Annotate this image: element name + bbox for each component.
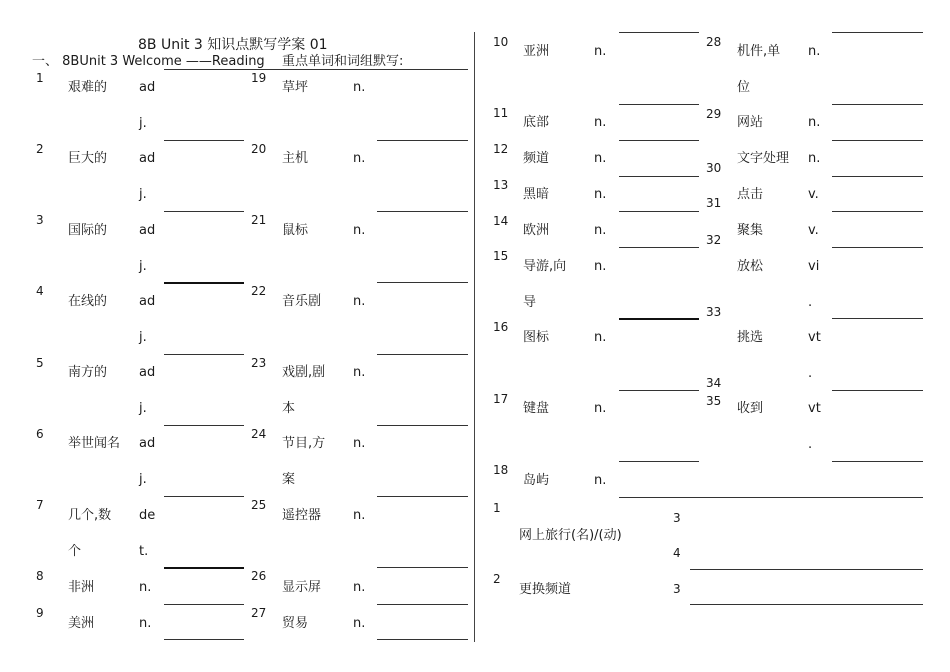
item-pos-cont: . xyxy=(808,437,813,452)
item-chinese: 几个,数 xyxy=(68,508,112,523)
answer-blank[interactable] xyxy=(832,318,923,319)
item-number: 28 xyxy=(706,35,722,49)
answer-blank[interactable] xyxy=(619,318,699,320)
item-chinese: 挑选 xyxy=(737,330,764,345)
item-number: 6 xyxy=(36,427,44,441)
item-number: 24 xyxy=(251,427,267,441)
item-pos: n. xyxy=(808,151,821,166)
item-chinese: 音乐剧 xyxy=(282,294,322,309)
item-pos: n. xyxy=(808,115,821,130)
answer-blank[interactable] xyxy=(832,390,923,391)
item-pos-cont: . xyxy=(808,295,813,310)
answer-blank[interactable] xyxy=(164,211,244,212)
answer-blank[interactable] xyxy=(619,32,699,33)
item-chinese: 戏剧,剧 xyxy=(282,365,326,380)
item-number: 3 xyxy=(36,213,44,227)
item-chinese: 网站 xyxy=(737,115,764,130)
item-pos: v. xyxy=(808,187,819,202)
answer-blank[interactable] xyxy=(164,354,244,355)
item-chinese: 聚集 xyxy=(737,223,764,238)
item-number: 10 xyxy=(493,35,509,49)
item-chinese: 导游,向 xyxy=(523,259,567,274)
item-number: 32 xyxy=(706,233,722,247)
item-pos: vt xyxy=(808,401,821,416)
item-chinese-cont: 个 xyxy=(68,544,82,559)
item-pos: n. xyxy=(353,294,366,309)
answer-blank[interactable] xyxy=(832,176,923,177)
item-pos: n. xyxy=(353,365,366,380)
item-pos: ad xyxy=(139,80,156,95)
item-chinese: 频道 xyxy=(523,151,550,166)
answer-blank[interactable] xyxy=(164,639,244,640)
item-number: 8 xyxy=(36,569,44,583)
item-pos: ad xyxy=(139,365,156,380)
answer-blank[interactable] xyxy=(619,104,699,105)
item-chinese: 非洲 xyxy=(68,580,95,595)
item-chinese: 图标 xyxy=(523,330,550,345)
item-number: 31 xyxy=(706,196,722,210)
item-chinese-cont: 本 xyxy=(282,401,296,416)
item-chinese: 机件,单 xyxy=(737,44,781,59)
answer-blank[interactable] xyxy=(619,497,923,498)
item-pos: ad xyxy=(139,223,156,238)
item-number: 19 xyxy=(251,71,267,85)
answer-blank[interactable] xyxy=(164,496,244,497)
item-number: 30 xyxy=(706,161,722,175)
answer-blank[interactable] xyxy=(690,604,923,605)
answer-blank[interactable] xyxy=(619,140,699,141)
item-number: 14 xyxy=(493,214,509,228)
item-pos: n. xyxy=(353,223,366,238)
phrase-marker: 3 xyxy=(673,582,681,596)
item-pos: v. xyxy=(808,223,819,238)
item-pos: ad xyxy=(139,151,156,166)
item-pos-cont: j. xyxy=(139,116,147,131)
item-number: 5 xyxy=(36,356,44,370)
item-chinese: 键盘 xyxy=(523,401,550,416)
item-chinese: 遥控器 xyxy=(282,508,322,523)
item-number: 17 xyxy=(493,392,509,406)
item-number: 25 xyxy=(251,498,267,512)
item-pos: n. xyxy=(808,44,821,59)
item-pos: n. xyxy=(594,259,607,274)
item-chinese: 文字处理 xyxy=(737,151,790,166)
item-pos-cont: . xyxy=(808,366,813,381)
item-number: 27 xyxy=(251,606,267,620)
item-chinese: 显示屏 xyxy=(282,580,322,595)
item-chinese-cont: 导 xyxy=(523,295,537,310)
phrase-marker: 3 xyxy=(673,511,681,525)
phrase-number: 2 xyxy=(493,572,501,586)
item-number: 26 xyxy=(251,569,267,583)
item-chinese: 艰难的 xyxy=(68,80,108,95)
phrase-chinese: 网上旅行(名)/(动) xyxy=(519,528,622,543)
item-chinese: 国际的 xyxy=(68,223,108,238)
answer-blank[interactable] xyxy=(832,140,923,141)
answer-blank[interactable] xyxy=(377,282,468,283)
answer-blank[interactable] xyxy=(377,567,468,568)
item-pos-cont: t. xyxy=(139,544,149,559)
answer-blank[interactable] xyxy=(377,354,468,355)
item-chinese: 鼠标 xyxy=(282,223,309,238)
item-number: 29 xyxy=(706,107,722,121)
answer-blank[interactable] xyxy=(832,461,923,462)
item-number: 18 xyxy=(493,463,509,477)
item-number: 1 xyxy=(36,71,44,85)
item-pos-cont: j. xyxy=(139,401,147,416)
item-chinese: 岛屿 xyxy=(523,473,550,488)
item-number: 33 xyxy=(706,305,722,319)
item-chinese-cont: 位 xyxy=(737,80,751,95)
item-pos: n. xyxy=(594,223,607,238)
answer-blank[interactable] xyxy=(377,604,468,605)
column-divider xyxy=(474,32,475,642)
item-number: 4 xyxy=(36,284,44,298)
item-pos: n. xyxy=(139,616,152,631)
answer-blank[interactable] xyxy=(832,247,923,248)
answer-blank[interactable] xyxy=(619,211,699,212)
item-pos-cont: j. xyxy=(139,259,147,274)
item-pos: n. xyxy=(594,44,607,59)
item-chinese: 巨大的 xyxy=(68,151,108,166)
item-chinese: 放松 xyxy=(737,259,764,274)
instruction-text: 重点单词和词组默写: xyxy=(282,54,404,69)
item-number: 22 xyxy=(251,284,267,298)
item-chinese: 南方的 xyxy=(68,365,108,380)
item-number: 15 xyxy=(493,249,509,263)
answer-blank[interactable] xyxy=(619,461,699,462)
item-pos: n. xyxy=(594,187,607,202)
item-chinese: 底部 xyxy=(523,115,550,130)
answer-blank[interactable] xyxy=(164,140,244,141)
item-pos: n. xyxy=(353,80,366,95)
answer-blank[interactable] xyxy=(619,247,699,248)
item-pos: n. xyxy=(353,436,366,451)
answer-blank[interactable] xyxy=(164,425,244,426)
answer-blank[interactable] xyxy=(832,32,923,33)
item-number: 7 xyxy=(36,498,44,512)
item-pos: n. xyxy=(353,508,366,523)
item-chinese: 美洲 xyxy=(68,616,95,631)
item-chinese: 收到 xyxy=(737,401,764,416)
item-chinese: 在线的 xyxy=(68,294,108,309)
answer-blank[interactable] xyxy=(377,140,468,141)
header-underline xyxy=(164,69,468,70)
item-number: 20 xyxy=(251,142,267,156)
answer-blank[interactable] xyxy=(377,211,468,212)
item-pos: ad xyxy=(139,436,156,451)
item-pos: n. xyxy=(139,580,152,595)
section-heading: 一、 8BUnit 3 Welcome ——Reading xyxy=(32,54,265,69)
answer-blank[interactable] xyxy=(377,496,468,497)
item-chinese: 黑暗 xyxy=(523,187,550,202)
answer-blank[interactable] xyxy=(164,282,244,284)
item-pos: n. xyxy=(353,151,366,166)
item-pos: n. xyxy=(594,401,607,416)
item-number: 21 xyxy=(251,213,267,227)
item-chinese: 举世闻名 xyxy=(68,436,121,451)
item-chinese: 贸易 xyxy=(282,616,309,631)
item-number: 12 xyxy=(493,142,509,156)
item-pos: n. xyxy=(353,616,366,631)
item-number: 9 xyxy=(36,606,44,620)
item-number: 35 xyxy=(706,394,722,408)
item-pos-cont: j. xyxy=(139,330,147,345)
answer-blank[interactable] xyxy=(377,425,468,426)
item-pos: n. xyxy=(353,580,366,595)
phrase-number: 1 xyxy=(493,501,501,515)
item-number: 34 xyxy=(706,376,722,390)
item-chinese: 节目,方 xyxy=(282,436,326,451)
item-pos: n. xyxy=(594,330,607,345)
item-pos: ad xyxy=(139,294,156,309)
answer-blank[interactable] xyxy=(619,176,699,177)
item-number: 11 xyxy=(493,106,509,120)
answer-blank[interactable] xyxy=(832,104,923,105)
phrase-marker: 4 xyxy=(673,546,681,560)
item-number: 23 xyxy=(251,356,267,370)
item-chinese: 主机 xyxy=(282,151,309,166)
page-title: 8B Unit 3 知识点默写学案 01 xyxy=(138,37,328,53)
answer-blank[interactable] xyxy=(164,567,244,569)
item-number: 16 xyxy=(493,320,509,334)
item-chinese: 草坪 xyxy=(282,80,309,95)
item-pos: n. xyxy=(594,151,607,166)
item-chinese-cont: 案 xyxy=(282,472,296,487)
answer-blank[interactable] xyxy=(690,569,923,570)
item-chinese: 点击 xyxy=(737,187,764,202)
item-pos: de xyxy=(139,508,156,523)
item-chinese: 欧洲 xyxy=(523,223,550,238)
item-pos: vt xyxy=(808,330,821,345)
item-chinese: 亚洲 xyxy=(523,44,550,59)
answer-blank[interactable] xyxy=(832,211,923,212)
item-pos: n. xyxy=(594,115,607,130)
item-pos-cont: j. xyxy=(139,187,147,202)
item-number: 2 xyxy=(36,142,44,156)
item-number: 13 xyxy=(493,178,509,192)
answer-blank[interactable] xyxy=(377,639,468,640)
answer-blank[interactable] xyxy=(619,390,699,391)
item-pos: vi xyxy=(808,259,820,274)
item-pos-cont: j. xyxy=(139,472,147,487)
phrase-chinese: 更换频道 xyxy=(519,582,572,597)
answer-blank[interactable] xyxy=(164,604,244,605)
item-pos: n. xyxy=(594,473,607,488)
